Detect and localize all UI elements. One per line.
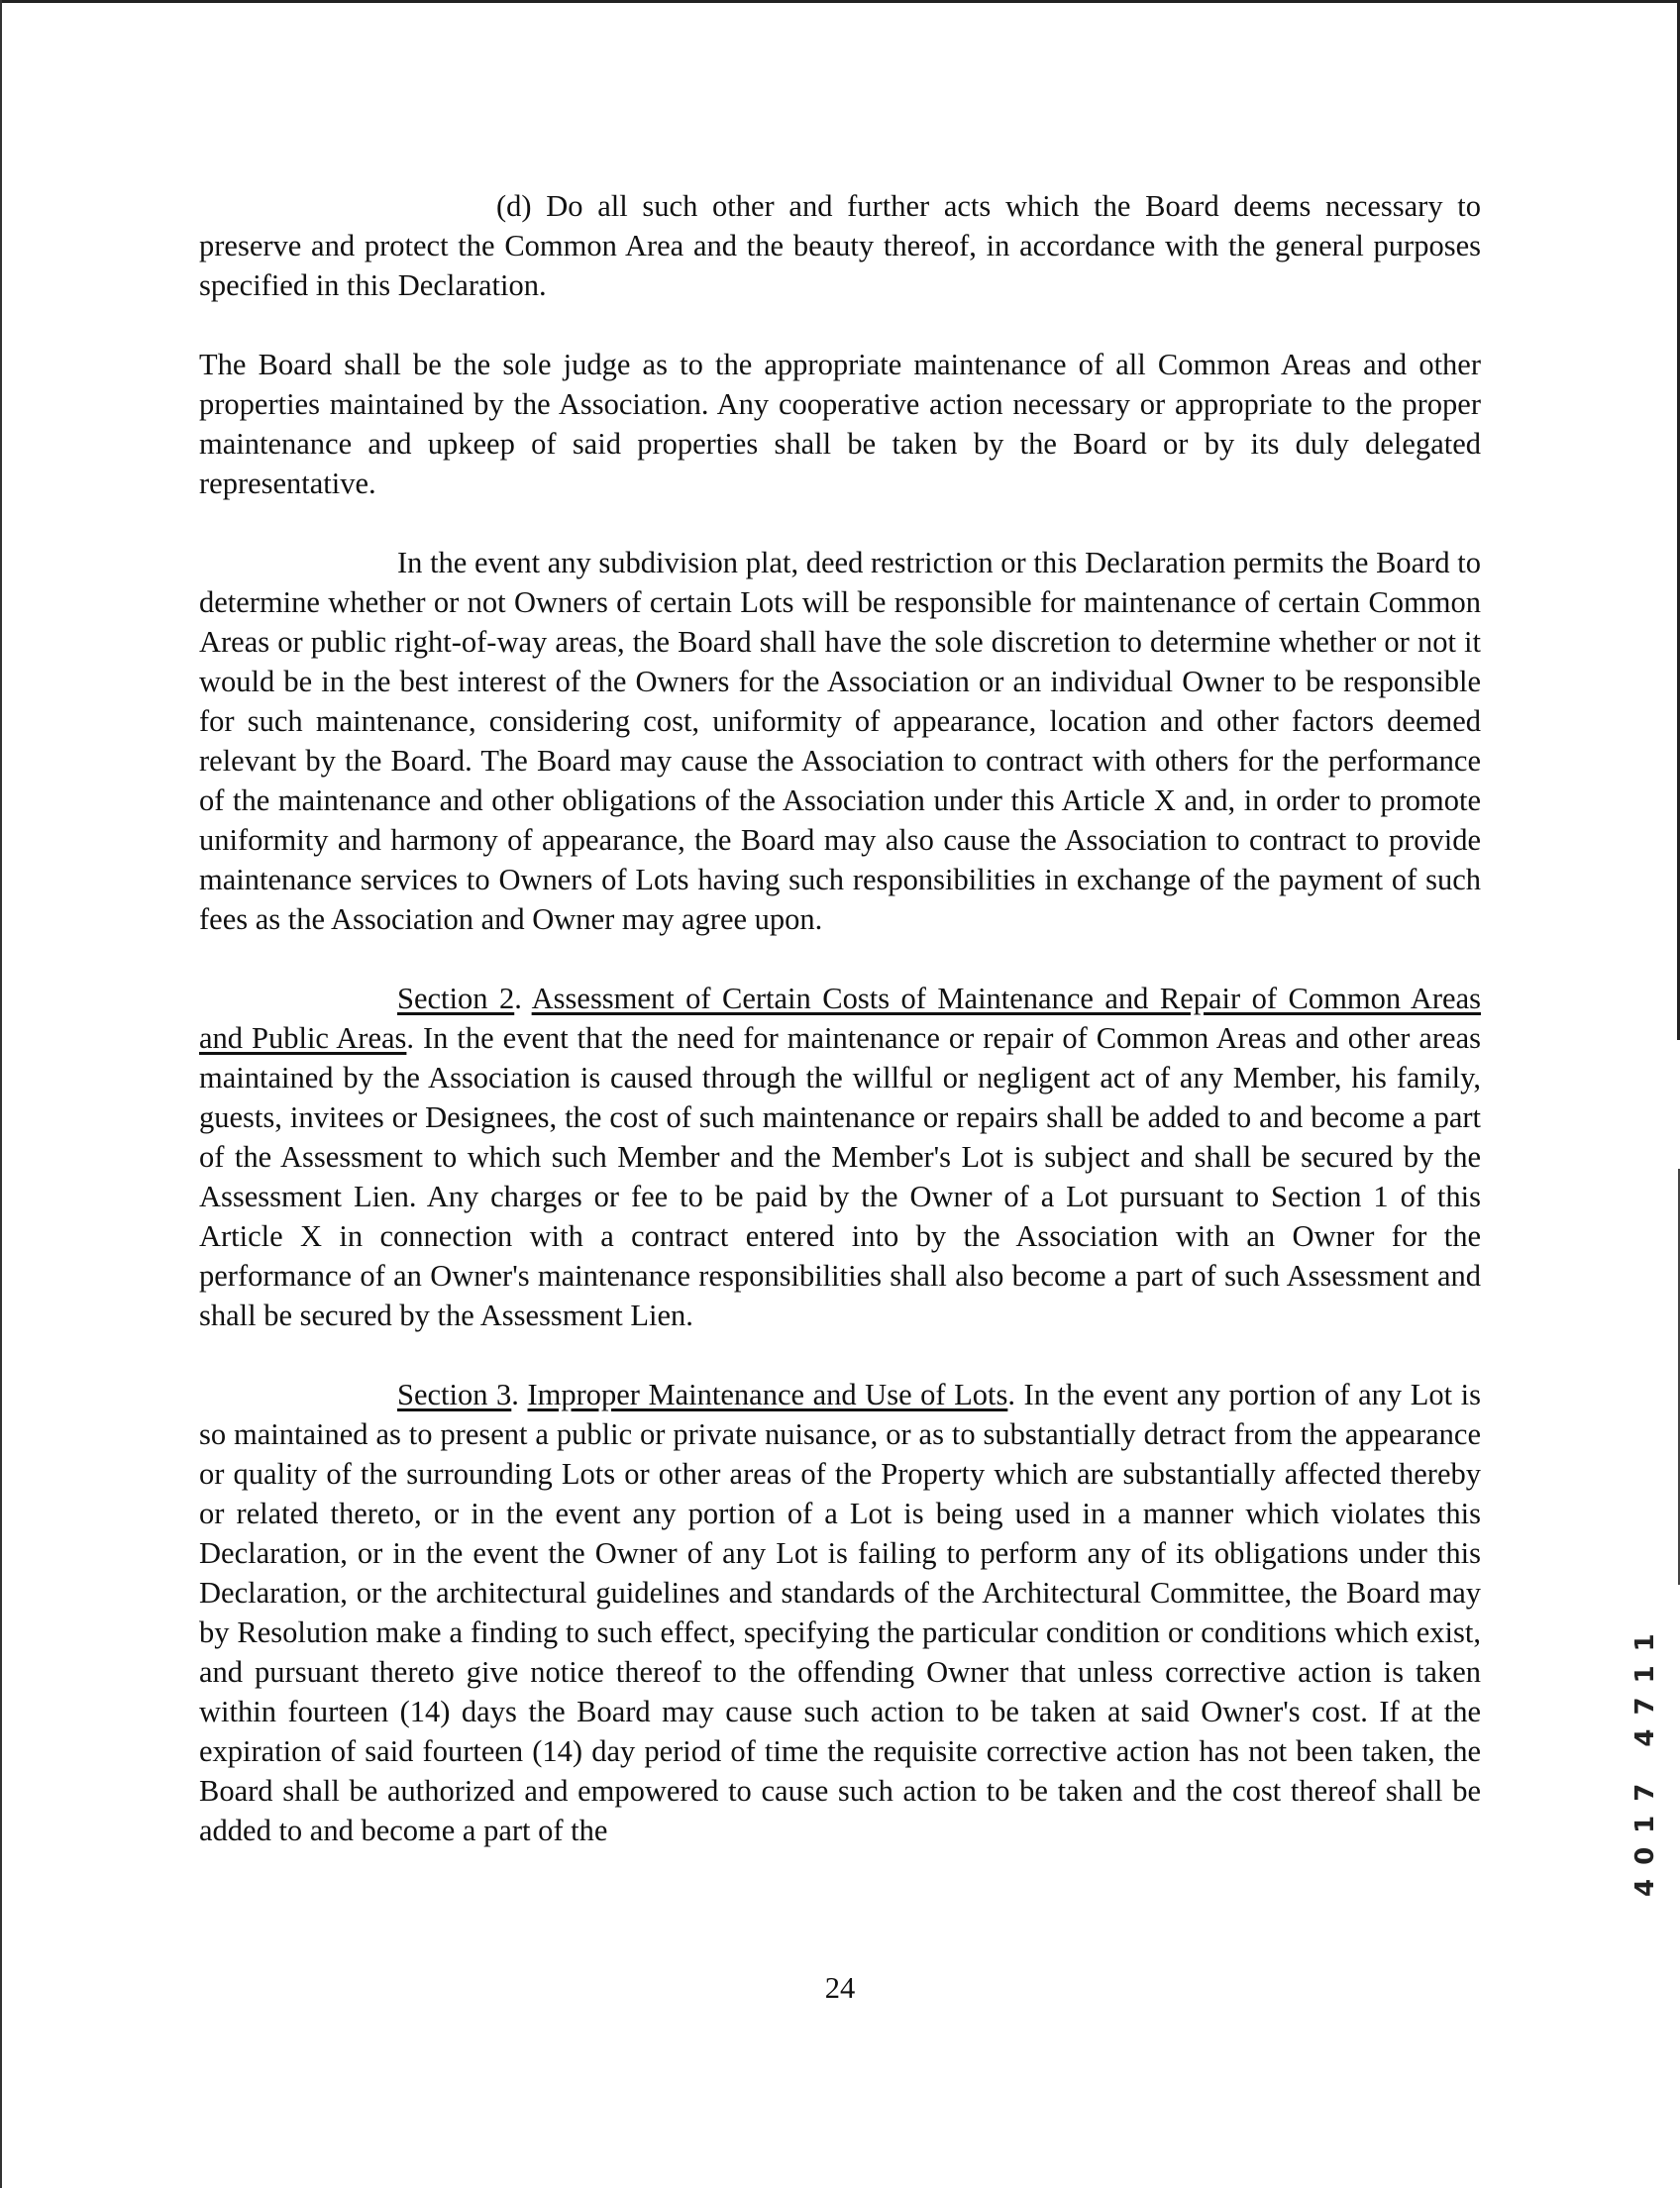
page-number: 24: [824, 1971, 856, 2005]
section-3-label: Section 3: [397, 1378, 512, 1411]
section-2-label-period: .: [514, 982, 532, 1015]
margin-stamp-text: 4017 4711: [1630, 1619, 1660, 1897]
section-2-label: Section 2: [397, 982, 515, 1015]
scan-border-left: [0, 0, 2, 2188]
section-2: [199, 979, 1481, 1335]
scan-border-top: [0, 0, 1680, 3]
section-3-title: Improper Maintenance and Use of Lots: [527, 1378, 1008, 1411]
section-3-body: In the event any portion of any Lot is so maintained as to present a public or private nuisance, or as to substantially detract from the appearance or quality of the surrounding Lots or other areas of the Property which are substantially affected thereby or related thereto, or in the event any portion of a Lot is being used in a manner which violates this Declaration, or in the event the Owner of any Lot is failing to perform any of its obligations under this Declaration, or the architectural guidelines and standards of the Architectural Committee, the Board may by Resolution make a finding to such effect, specifying the particular condition or conditions which exist, and pursuant thereto give notice thereof to the offending Owner that unless corrective action is taken within fourteen (14) days the Board may cause such action to be taken at said Owner's cost. If at the expiration of said fourteen (14) day period of time the requisite corrective action has not been taken, the Board shall be authorized and empowered to cause such action to be taken and the cost thereof shall be added to and become a part of the: [199, 1378, 1481, 1847]
paragraph-subdivision: In the event any subdivision plat, deed restriction or this Declaration permits the Board to determine whether or not Owners of certain Lots will be responsible for maintenance of certain Common Areas or public right-of-way areas, the Board shall have the sole discretion to determine whether or not it would be in the best interest of the Owners for the Association or an individual Owner to be responsible for such maintenance, considering cost, uniformity of appearance, location and other factors deemed relevant by the Board. The Board may cause the Association to contract with others for the performance of the maintenance and other obligations of the Association under this Article X and, in order to promote uniformity and harmony of appearance, the Board may also cause the Association to contract to provide maintenance services to Owners of Lots having such responsibilities in exchange of the payment of such fees as the Association and Owner may agree upon.: [199, 546, 1481, 936]
section-3-label-period: .: [511, 1378, 528, 1411]
margin-stamp: [1627, 1540, 1666, 1897]
paragraph-board-judge: The Board shall be the sole judge as to the appropriate maintenance of all Common Areas and other properties maintained by the Association. Any cooperative action necessary or appropriate to the proper maintenance and upkeep of said properties shall be taken by the Board or by its duly delegated representative.: [199, 348, 1481, 500]
section-2-title-period: .: [406, 1021, 424, 1055]
paragraph-d: (d) Do all such other and further acts which the Board deems necessary to preserve and protect the Common Area and the beauty thereof, in accordance with the general purposes specified in this Declaration.: [199, 189, 1481, 302]
section-2-title: Assessment of Certain Costs of Maintenance and Repair of Common Areas and Public Areas: [199, 982, 1481, 1055]
section-3: [199, 1375, 1481, 1850]
document-body: [199, 186, 1481, 1890]
section-2-body: In the event that the need for maintenance or repair of Common Areas and other areas maintained by the Association is caused through the willful or negligent act of any Member, his family, guests, invitees or Designees, the cost of such maintenance or repairs shall be added to and become a part of the Assessment to which such Member and the Member's Lot is subject and shall be secured by the Assessment Lien. Any charges or fee to be paid by the Owner of a Lot pursuant to Section 1 of this Article X in connection with a contract entered into by the Association with an Owner for the performance of an Owner's maintenance responsibilities shall also become a part of such Assessment and shall be secured by the Assessment Lien.: [199, 1021, 1481, 1332]
section-3-title-period: .: [1007, 1378, 1024, 1411]
